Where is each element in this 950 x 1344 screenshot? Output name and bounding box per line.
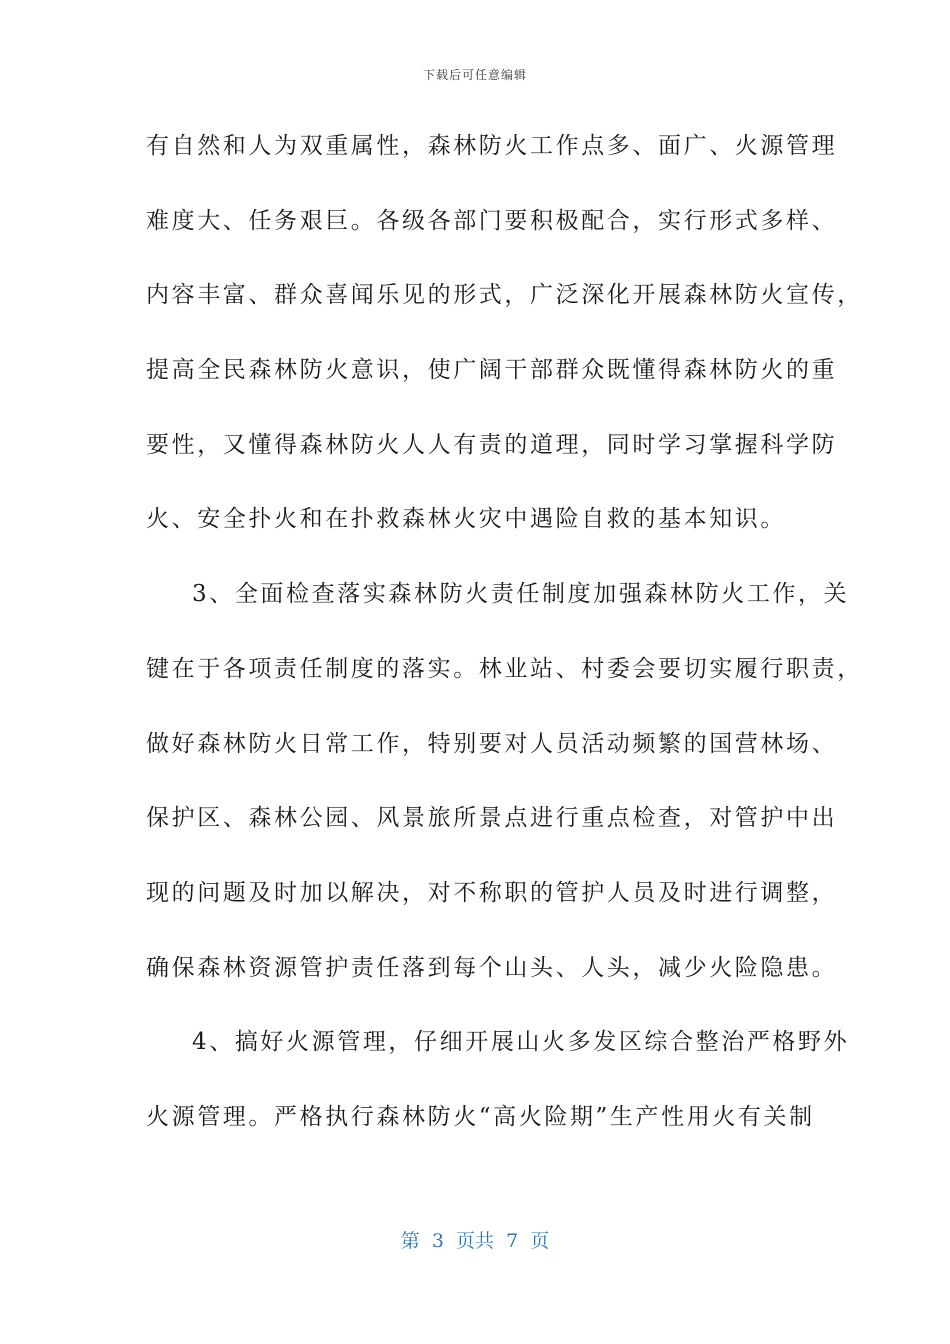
text-line: 有自然和人为双重属性，森林防火工作点多、面广、火源管理 — [146, 133, 838, 159]
text-line: 键在于各项责任制度的落实。林业站、村委会要切实履行职责， — [146, 655, 863, 682]
text-line: 确保森林资源管护责任落到每个山头、人头，减少火险隐患。 — [146, 954, 838, 981]
text-line: 要性，又懂得森林防火人人有责的道理，同时学习掌握科学防 — [146, 431, 838, 458]
text-line: 难度大、任务艰巨。各级各部门要积极配合，实行形式多样、 — [146, 207, 838, 234]
text-line: 现的问题及时加以解决，对不称职的管护人员及时进行调整， — [146, 879, 838, 906]
text-line: 提高全民森林防火意识，使广阔干部群众既懂得森林防火的重 — [146, 357, 838, 384]
text-line: 内容丰富、群众喜闻乐见的形式，广泛深化开展森林防火宣传， — [146, 282, 863, 309]
paragraph-start-line: 4、搞好火源管理，仔细开展山火多发区综合整治严格野外 — [192, 1029, 850, 1056]
text-line: 火、安全扑火和在扑救森林火灾中遇险自救的基本知识。 — [146, 506, 786, 533]
text-line: 保护区、森林公园、风景旅所景点进行重点检查，对管护中出 — [146, 805, 838, 832]
document-body — [146, 124, 863, 1170]
page-number: 第 3 页共 7 页 — [400, 1230, 550, 1252]
text-line: 火源管理。严格执行森林防火“高火险期”生产性用火有关制 — [146, 1103, 815, 1130]
paragraph-start-line: 3、全面检查落实森林防火责任制度加强森林防火工作，关 — [192, 581, 850, 608]
text-line: 做好森林防火日常工作，特别要对人员活动频繁的国营林场、 — [146, 730, 838, 757]
header-note: 下载后可任意编辑 — [422, 68, 527, 82]
